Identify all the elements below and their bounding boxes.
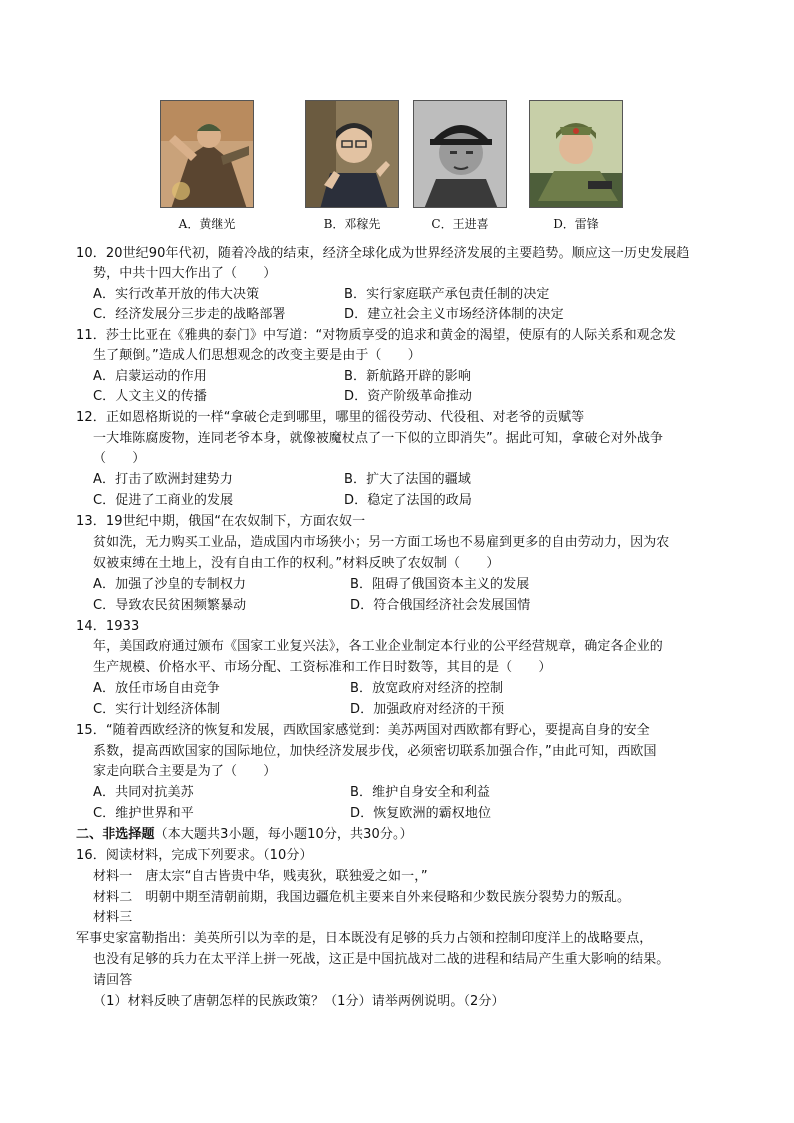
q12-option-c: C．促进了工商业的发展: [93, 493, 234, 508]
q11-option-a: A．启蒙运动的作用: [93, 369, 207, 384]
photo-option-b: [305, 100, 399, 232]
q15-stem-line3: 家走向联合主要是为了（ ）: [93, 764, 277, 779]
photo-caption-a: A．黄继光: [178, 217, 236, 231]
photo-wang-jinxi: [413, 100, 507, 208]
q15-option-b: B．维护自身安全和利益: [350, 785, 491, 800]
q13-option-a: A．加强了沙皇的专制权力: [93, 577, 247, 592]
photo-deng-jiaxian: [305, 100, 399, 208]
q13-stem-line1: 13．19世纪中期，俄国“在农奴制下，方面农奴一: [76, 514, 366, 529]
q16-material-3-label: 材料三: [93, 910, 133, 925]
section2-title: 二、非选择题: [76, 827, 155, 842]
q15-option-d: D．恢复欧洲的霸权地位: [350, 806, 492, 821]
q15-stem-line2: 系数，提高西欧国家的国际地位，加快经济发展步伐，必须密切联系加强合作，”由此可知，西欧国: [93, 744, 657, 759]
q11-option-d: D．资产阶级革命推动: [344, 389, 473, 404]
q14-option-a: A．放任市场自由竞争: [93, 681, 220, 696]
q16-part-1: （1）材料反映了唐朝怎样的民族政策？（1分）请举两例说明。（2分）: [93, 994, 505, 1009]
photo-lei-feng: [529, 100, 623, 208]
q15-option-c: C．维护世界和平: [93, 806, 194, 821]
photo-strip: [160, 100, 640, 240]
photo-caption-b: B．邓稼先: [323, 217, 381, 231]
q12-stem-line2: 一大堆陈腐废物，连同老爷本身，就像被魔杖点了一下似的立即消失”。据此可知，拿破仑对外战争: [93, 431, 664, 446]
q14-stem-line3: 生产规模、价格水平、市场分配、工资标准和工作日时数等，其目的是（ ）: [93, 660, 552, 675]
q12-option-d: D．稳定了法国的政局: [344, 493, 473, 508]
section2-heading: [76, 825, 413, 845]
q15-option-a: A．共同对抗美苏: [93, 785, 194, 800]
q12-option-a: A．打击了欧洲封建势力: [93, 472, 233, 487]
q10-stem-line1: 10．20世纪90年代初，随着冷战的结束，经济全球化成为世界经济发展的主要趋势。顺应这一历史发展趋: [76, 246, 690, 261]
q12-option-b: B．扩大了法国的疆域: [344, 472, 471, 487]
photo-caption-c: C．王进喜: [431, 217, 489, 231]
photo-option-c: [413, 100, 507, 232]
q10-option-a: A．实行改革开放的伟大决策: [93, 287, 260, 302]
q16-stem: 16．阅读材料，完成下列要求。（10分）: [76, 848, 313, 863]
q15-stem-line1: 15．“随着西欧经济的恢复和发展，西欧国家感觉到：美苏两国对西欧都有野心，要提高自身的安全: [76, 723, 650, 738]
q11-option-c: C．人文主义的传播: [93, 389, 207, 404]
q11-option-b: B．新航路开辟的影响: [344, 369, 471, 384]
q11-stem-line1: 11．莎士比亚在《雅典的泰门》中写道：“对物质享受的追求和黄金的渴望，使原有的人际关系和观念发: [76, 328, 676, 343]
q14-stem-line2: 年，美国政府通过颁布《国家工业复兴法》，各工业企业制定本行业的公平经营规章，确定各企业的: [93, 639, 663, 654]
q16-material-3-line1: 军事史家富勒指出：美英所引以为幸的是，日本既没有足够的兵力占领和控制印度洋上的战略要点，: [76, 931, 653, 946]
q10-option-c: C．经济发展分三步走的战略部署: [93, 307, 286, 322]
photo-huang-jiguang: [160, 100, 254, 208]
photo-option-d: [529, 100, 623, 232]
q10-option-b: B．实行家庭联产承包责任制的决定: [344, 287, 550, 302]
q14-option-c: C．实行计划经济体制: [93, 702, 221, 717]
q12-stem-line1: 12．正如恩格斯说的一样“拿破仑走到哪里，哪里的徭役劳动、代役租、对老爷的贡赋等: [76, 410, 585, 425]
q16-material-1: 材料一 唐太宗“自古皆贵中华，贱夷狄，联独爱之如一，”: [93, 869, 428, 884]
q13-option-c: C．导致农民贫困频繁暴动: [93, 598, 247, 613]
q13-stem-line3: 奴被束缚在土地上，没有自由工作的权利。”材料反映了农奴制（ ）: [93, 556, 500, 571]
section2-note: （本大题共3小题，每小题10分，共30分。）: [154, 827, 413, 842]
q12-stem-line3: （ ）: [93, 451, 146, 466]
q13-option-b: B．阻碍了俄国资本主义的发展: [350, 577, 530, 592]
photo-option-a: [160, 100, 254, 232]
q16-material-3-line2: 也没有足够的兵力在太平洋上拼一死战，这正是中国抗战对二战的进程和结局产生重大影响的结果。: [93, 952, 670, 967]
photo-caption-d: D．雷锋: [553, 217, 599, 231]
q11-stem-line2: 生了颠倒。”造成人们思想观念的改变主要是由于（ ）: [93, 348, 421, 363]
q10-stem-line2: 势，中共十四大作出了（ ）: [93, 266, 277, 281]
q13-option-d: D．符合俄国经济社会发展国情: [350, 598, 531, 613]
q16-prompt: 请回答: [93, 973, 133, 988]
q10-option-d: D．建立社会主义市场经济体制的决定: [344, 307, 564, 322]
q16-material-2: 材料二 明朝中期至清朝前期，我国边疆危机主要来自外来侵略和少数民族分裂势力的叛乱。: [93, 890, 631, 905]
q14-option-b: B．放宽政府对经济的控制: [350, 681, 504, 696]
q13-stem-line2: 贫如洗，无力购买工业品，造成国内市场狭小；另一方面工场也不易雇到更多的自由劳动力，因为农: [93, 535, 670, 550]
q14-option-d: D．加强政府对经济的干预: [350, 702, 505, 717]
q14-stem-line1: 14．1933: [76, 619, 140, 634]
